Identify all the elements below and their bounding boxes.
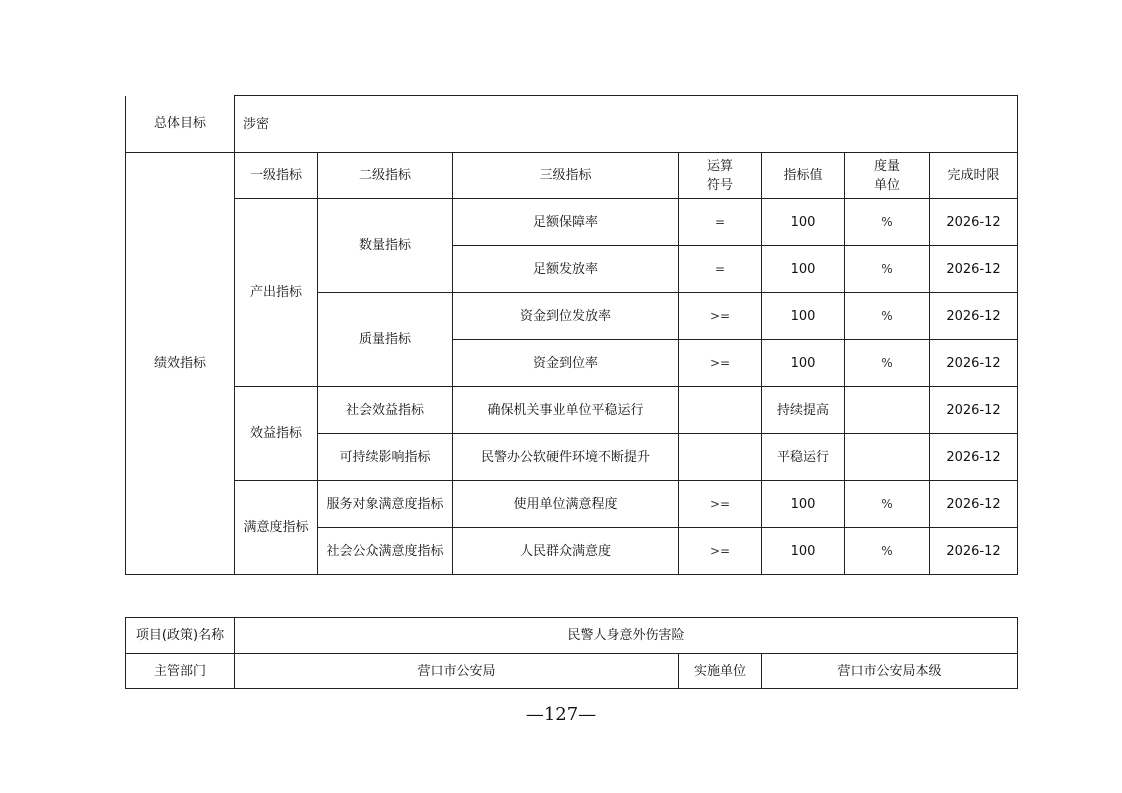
performance-table: [125, 95, 1018, 575]
indicator-deadline: 2026-12: [930, 387, 1018, 434]
indicator-name: 使用单位满意程度: [453, 481, 679, 528]
impl-value: 营口市公安局本级: [762, 654, 1018, 689]
indicator-name: 足额保障率: [453, 199, 679, 246]
indicator-name: 人民群众满意度: [453, 528, 679, 575]
header-value: 指标值: [762, 153, 845, 199]
group-output: 产出指标: [235, 199, 318, 387]
indicator-operator: =: [679, 199, 762, 246]
impl-label: 实施单位: [679, 654, 762, 689]
indicator-deadline: 2026-12: [930, 481, 1018, 528]
header-level1: 一级指标: [235, 153, 318, 199]
indicator-name: 民警办公软硬件环境不断提升: [453, 434, 679, 481]
indicator-unit: [845, 387, 930, 434]
indicator-value: 100: [762, 199, 845, 246]
indicator-unit: %: [845, 293, 930, 340]
page-number: —127—: [525, 704, 597, 725]
indicator-unit: [845, 434, 930, 481]
project-name-label: 项目(政策)名称: [126, 618, 235, 654]
indicator-operator: >=: [679, 293, 762, 340]
indicator-unit: %: [845, 246, 930, 293]
project-name-row: [126, 618, 1018, 654]
indicator-value: 100: [762, 246, 845, 293]
subgroup-service-satisfaction: 服务对象满意度指标: [318, 481, 453, 528]
subgroup-social-benefit: 社会效益指标: [318, 387, 453, 434]
subgroup-public-satisfaction: 社会公众满意度指标: [318, 528, 453, 575]
project-name-value: 民警人身意外伤害险: [235, 618, 1018, 654]
header-operator-line1: 运算: [706, 158, 733, 174]
table-row: [126, 387, 1018, 434]
indicator-operator: [679, 434, 762, 481]
indicator-deadline: 2026-12: [930, 293, 1018, 340]
header-row: [126, 153, 1018, 199]
indicator-name: 确保机关事业单位平稳运行: [453, 387, 679, 434]
indicator-value: 持续提高: [762, 387, 845, 434]
indicator-operator: >=: [679, 528, 762, 575]
indicator-deadline: 2026-12: [930, 340, 1018, 387]
dept-value: 营口市公安局: [235, 654, 679, 689]
subgroup-quantity: 数量指标: [318, 199, 453, 293]
indicator-value: 100: [762, 481, 845, 528]
overall-goal-label: 总体目标: [126, 96, 235, 153]
indicator-name: 足额发放率: [453, 246, 679, 293]
header-operator-line2: 符号: [706, 177, 733, 193]
indicator-operator: [679, 387, 762, 434]
header-unit: [845, 153, 930, 199]
indicator-value: 100: [762, 528, 845, 575]
table-row: [126, 199, 1018, 246]
project-info-table: [125, 617, 1018, 689]
indicator-unit: %: [845, 481, 930, 528]
header-level3: 三级指标: [453, 153, 679, 199]
overall-goal-value: 涉密: [235, 96, 1018, 153]
overall-goal-row: [126, 96, 1018, 153]
indicator-unit: %: [845, 528, 930, 575]
indicator-operator: >=: [679, 481, 762, 528]
header-operator: [679, 153, 762, 199]
indicator-deadline: 2026-12: [930, 528, 1018, 575]
header-unit-line1: 度量: [873, 158, 900, 174]
indicator-deadline: 2026-12: [930, 434, 1018, 481]
subgroup-sustainable: 可持续影响指标: [318, 434, 453, 481]
indicator-unit: %: [845, 199, 930, 246]
header-level2: 二级指标: [318, 153, 453, 199]
indicator-operator: =: [679, 246, 762, 293]
indicator-value: 平稳运行: [762, 434, 845, 481]
header-unit-line2: 单位: [873, 177, 900, 193]
indicator-operator: >=: [679, 340, 762, 387]
indicator-deadline: 2026-12: [930, 246, 1018, 293]
indicator-name: 资金到位发放率: [453, 293, 679, 340]
table-row: [126, 481, 1018, 528]
indicator-value: 100: [762, 293, 845, 340]
indicator-name: 资金到位率: [453, 340, 679, 387]
performance-label: 绩效指标: [126, 153, 235, 575]
dept-label: 主管部门: [126, 654, 235, 689]
project-dept-row: [126, 654, 1018, 689]
subgroup-quality: 质量指标: [318, 293, 453, 387]
group-satisfaction: 满意度指标: [235, 481, 318, 575]
indicator-deadline: 2026-12: [930, 199, 1018, 246]
header-deadline: 完成时限: [930, 153, 1018, 199]
indicator-value: 100: [762, 340, 845, 387]
indicator-unit: %: [845, 340, 930, 387]
group-benefit: 效益指标: [235, 387, 318, 481]
